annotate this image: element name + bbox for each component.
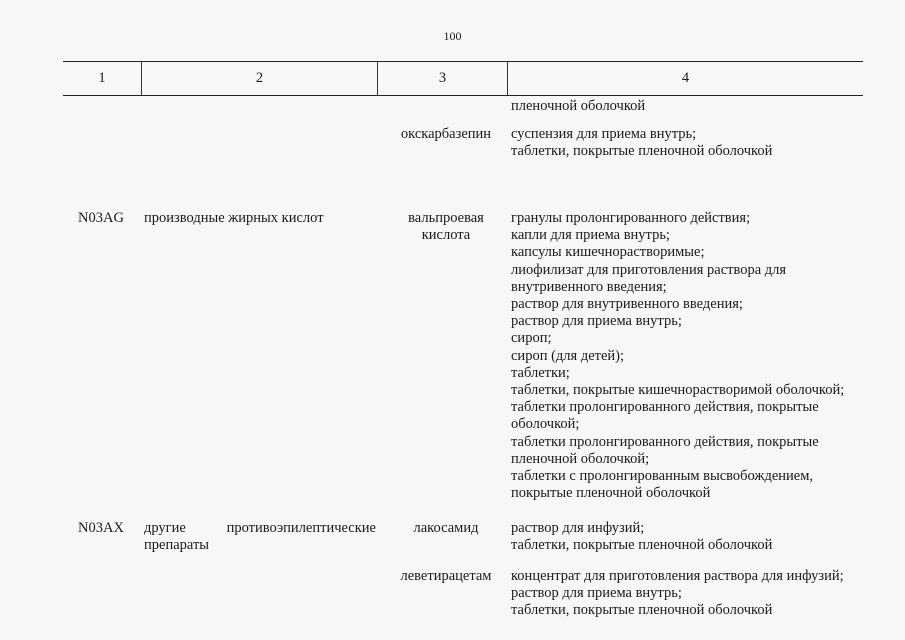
dosage-form-line: концентрат для приготовления раствора для инфузий; bbox=[511, 568, 844, 584]
dosage-forms bbox=[511, 126, 871, 160]
drug-table bbox=[63, 61, 863, 619]
drug-name-line: кислота bbox=[421, 227, 471, 244]
group-name-line: другие противоэпилептические bbox=[144, 520, 376, 536]
drug-name-line: лакосамид bbox=[413, 520, 479, 536]
drug-name bbox=[383, 520, 509, 537]
dosage-form-line: таблетки пролонгированного действия, покрытые bbox=[511, 399, 819, 416]
dosage-form-line: пленочной оболочкой; bbox=[511, 450, 650, 467]
dosage-form-line: оболочкой; bbox=[511, 416, 580, 433]
header-col-1: 1 bbox=[98, 70, 106, 86]
table-row bbox=[63, 126, 863, 210]
dosage-form-line: лиофилизат для приготовления раствора для bbox=[511, 261, 787, 278]
drug-name-line: леветирацетам bbox=[400, 568, 492, 584]
dosage-form-line: сироп; bbox=[511, 330, 552, 347]
atc-code: N03AX bbox=[78, 520, 124, 536]
dosage-form-line: таблетки; bbox=[511, 364, 570, 381]
dosage-form-line: таблетки, покрытые пленочной оболочкой bbox=[511, 602, 773, 619]
group-name-line: производные жирных кислот bbox=[144, 210, 324, 226]
table-header bbox=[63, 61, 863, 96]
dosage-form-line: раствор для приема внутрь; bbox=[511, 313, 682, 330]
header-col-4: 4 bbox=[681, 70, 690, 86]
drug-name bbox=[383, 568, 509, 585]
dosage-form-line: раствор для инфузий; bbox=[511, 520, 645, 536]
group-name bbox=[144, 210, 376, 227]
dosage-form-line: сироп (для детей); bbox=[511, 347, 625, 364]
dosage-form-line: таблетки, покрытые пленочной оболочкой bbox=[511, 537, 773, 554]
dosage-form-line: раствор для внутривенного введения; bbox=[511, 296, 743, 313]
dosage-form-line: таблетки пролонгированного действия, покрытые bbox=[511, 433, 819, 450]
dosage-form-line: раствор для приема внутрь; bbox=[511, 585, 682, 602]
dosage-form-line: пленочной оболочкой bbox=[511, 98, 646, 114]
dosage-form-line: таблетки, покрытые пленочной оболочкой bbox=[511, 143, 773, 160]
dosage-forms bbox=[511, 520, 871, 554]
table-row bbox=[63, 98, 863, 126]
dosage-form-line: капли для приема внутрь; bbox=[511, 227, 670, 244]
table-row bbox=[63, 520, 863, 568]
header-col-3: 3 bbox=[438, 70, 447, 86]
header-col-2: 2 bbox=[255, 70, 264, 86]
dosage-forms bbox=[511, 98, 871, 115]
dosage-form-line: внутривенного введения; bbox=[511, 278, 667, 295]
drug-name-line: окскарбазепин bbox=[400, 126, 492, 142]
drug-name-line: вальпроевая bbox=[408, 210, 484, 226]
page-number: 100 bbox=[443, 29, 462, 43]
group-name-line: препараты bbox=[144, 537, 210, 554]
group-name bbox=[144, 520, 376, 554]
dosage-form-line: суспензия для приема внутрь; bbox=[511, 126, 697, 142]
dosage-form-line: покрытые пленочной оболочкой bbox=[511, 485, 711, 502]
dosage-forms bbox=[511, 568, 871, 620]
table-row bbox=[63, 210, 863, 520]
table-row bbox=[63, 568, 863, 638]
drug-name bbox=[383, 126, 509, 143]
dosage-form-line: гранулы пролонгированного действия; bbox=[511, 210, 751, 226]
dosage-form-line: капсулы кишечнорастворимые; bbox=[511, 244, 705, 261]
atc-code: N03AG bbox=[78, 210, 124, 226]
dosage-forms bbox=[511, 210, 871, 502]
drug-name bbox=[383, 210, 509, 244]
dosage-form-line: таблетки с пролонгированным высвобождением, bbox=[511, 468, 814, 485]
dosage-form-line: таблетки, покрытые кишечнорастворимой оболочкой; bbox=[511, 382, 845, 399]
